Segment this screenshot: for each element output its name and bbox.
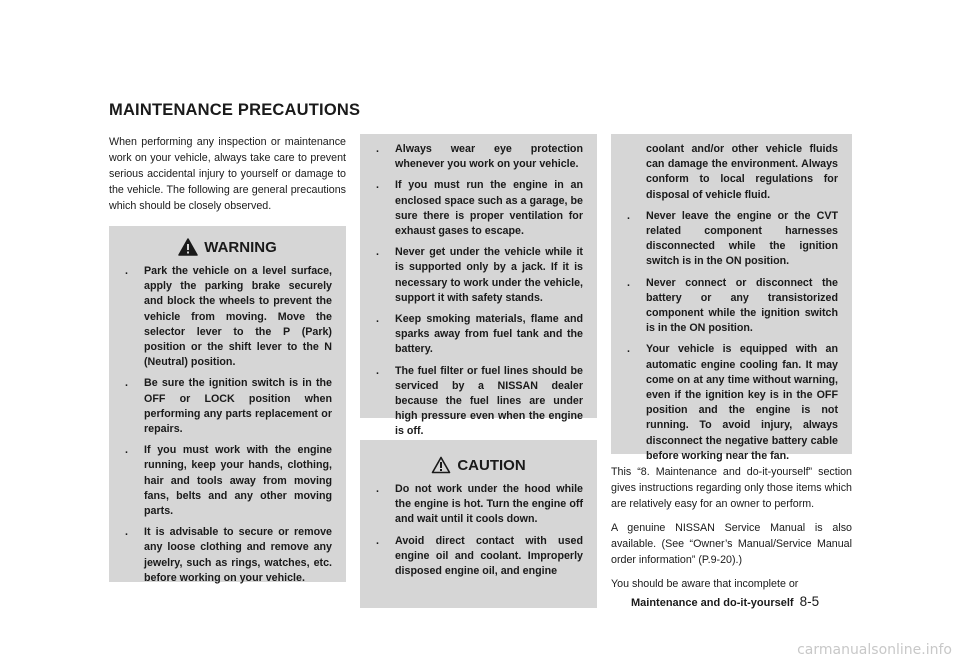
- warning-item: . Park the vehicle on a level surface, apply the parking brake securely and block the wheels to prevent the vehicle from moving. Move the selector lever to the P (Park) position or the shift lever to the N (Neutral) position.: [125, 265, 332, 369]
- warning-item: . If you must run the engine in an enclosed space such as a garage, be sure there is proper ventilation for exhaust gases to escape.: [376, 179, 583, 238]
- caution-box-continued: [611, 134, 852, 462]
- caution-item: . Avoid direct contact with used engine oil and coolant. Improperly disposed engine oil, and engine: [376, 534, 583, 578]
- warning-item: . It is advisable to secure or remove any loose clothing and remove any jewelry, such as rings, watches, etc. before working on your vehicle.: [125, 526, 332, 584]
- warning-triangle-icon: [178, 238, 198, 256]
- section-heading: MAINTENANCE PRECAUTIONS: [109, 101, 361, 119]
- body-paragraph: This “8. Maintenance and do-it-yourself” section gives instructions regarding only those items which are relatively easy for an owner to perform.: [611, 466, 852, 510]
- caution-list-continued: [625, 209, 838, 464]
- warning-box-continued: [360, 134, 597, 438]
- warning-item: . Always wear eye protection whenever you work on your vehicle.: [376, 143, 583, 171]
- caution-item: . Never connect or disconnect the battery or any transistorized component while the ignition switch is in the ON position.: [627, 276, 838, 335]
- body-paragraph: A genuine NISSAN Service Manual is also available. (See “Owner’s Manual/Service Manual order information” (P.9-20).): [611, 522, 852, 566]
- warning-item: . Never get under the vehicle while it is supported only by a jack. If it is necessary to work under the vehicle, support it with safety stands.: [376, 246, 583, 304]
- body-paragraph: You should be aware that incomplete or: [611, 578, 799, 590]
- warning-title-row: [123, 230, 332, 264]
- caution-title: CAUTION: [457, 456, 526, 474]
- column-3: [611, 134, 852, 600]
- caution-item: . Never leave the engine or the CVT related component harnesses disconnected while the ignition switch is in the ON position.: [627, 209, 838, 268]
- caution-item: . Do not work under the hood while the engine is hot. Turn the engine off and wait until it cools down.: [376, 483, 583, 526]
- page-number: 8-5: [799, 594, 820, 609]
- warning-item: . The fuel filter or fuel lines should be serviced by a NISSAN dealer because the fuel lines are under high pressure even when the engine is off.: [376, 364, 583, 438]
- intro-paragraph: When performing any inspection or maintenance work on your vehicle, always take care to prevent serious accidental injury to yourself or damage to the vehicle. The following are general precautions which should be closely observed.: [109, 136, 346, 212]
- warning-item: . If you must work with the engine running, keep your hands, clothing, hair and tools away from moving fans, belts and any other moving parts.: [125, 444, 332, 518]
- caution-box: [360, 440, 597, 608]
- caution-title-row: [374, 448, 583, 482]
- column-2: [360, 134, 597, 608]
- caution-continuation: coolant and/or other vehicle fluids can damage the environment. Always conform to local regulations for disposal of vehicle fluid.: [646, 143, 838, 201]
- column-1: [109, 134, 346, 582]
- warning-item: . Keep smoking materials, flame and sparks away from fuel tank and the battery.: [376, 313, 583, 356]
- caution-triangle-icon: [431, 456, 451, 474]
- caution-item: . Your vehicle is equipped with an automatic engine cooling fan. It may come on at any time without warning, even if the ignition key is in the OFF position and the engine is not running. To avoid injury, always disconnect the negative battery cable before working near the fan.: [627, 343, 838, 462]
- warning-item: . Be sure the ignition switch is in the OFF or LOCK position when performing any parts replacement or repairs.: [125, 377, 332, 436]
- warning-list-continued: [374, 142, 583, 440]
- page-footer: [631, 594, 819, 609]
- watermark: carmanualsonline.info: [797, 642, 952, 658]
- warning-title: WARNING: [204, 238, 277, 256]
- footer-section-title: Maintenance and do-it-yourself: [631, 597, 794, 609]
- warning-box: [109, 226, 346, 582]
- warning-list: [123, 264, 332, 586]
- caution-list: [374, 482, 583, 579]
